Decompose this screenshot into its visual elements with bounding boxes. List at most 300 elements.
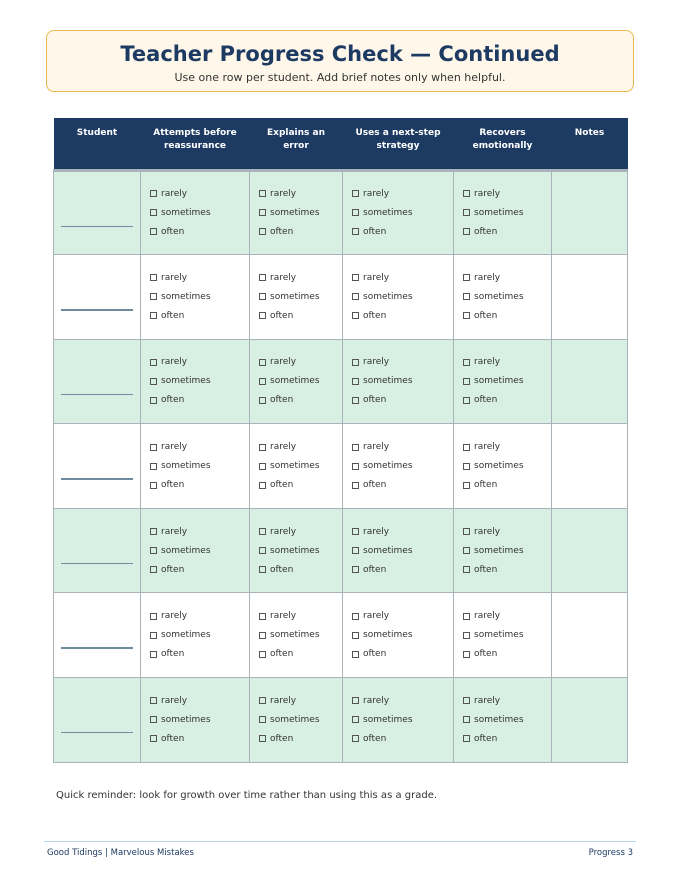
checkbox[interactable] [259,716,266,723]
strategy-cell [343,255,454,340]
checkbox[interactable] [259,228,266,235]
checkbox[interactable] [463,697,470,704]
option-label: sometimes [363,630,413,641]
table-row [54,339,628,424]
checkbox[interactable] [352,312,359,319]
option-often[interactable] [352,222,453,241]
option-often[interactable] [352,645,453,664]
option-label: rarely [474,272,501,283]
option-rarely[interactable] [352,607,453,626]
explains-cell [250,678,343,763]
option-list [454,184,551,241]
option-sometimes[interactable] [150,710,249,729]
option-rarely[interactable] [352,438,453,457]
checkbox[interactable] [352,528,359,535]
option-label: sometimes [474,207,524,218]
option-rarely[interactable] [150,438,249,457]
checkbox[interactable] [463,312,470,319]
student-cell[interactable] [54,339,141,424]
checkbox[interactable] [352,463,359,470]
checkbox[interactable] [463,566,470,573]
option-label: often [363,564,387,575]
strategy-cell [343,593,454,678]
recovers-cell [454,593,552,678]
option-rarely[interactable] [150,607,249,626]
checkbox[interactable] [463,547,470,554]
option-label: sometimes [270,376,320,387]
checkbox[interactable] [150,228,157,235]
student-name-line [61,647,133,649]
checkbox[interactable] [463,716,470,723]
checkbox[interactable] [352,378,359,385]
reminder-text: Quick reminder: look for growth over time rather than using this as a grade. [56,790,438,801]
explains-cell [250,339,343,424]
option-often[interactable] [150,645,249,664]
checkbox[interactable] [150,274,157,281]
checkbox[interactable] [352,547,359,554]
checkbox[interactable] [352,735,359,742]
option-label: sometimes [161,461,211,472]
table-row [54,508,628,593]
option-label: often [161,226,185,237]
option-rarely[interactable] [259,184,342,203]
checkbox[interactable] [463,378,470,385]
option-rarely[interactable] [352,184,453,203]
option-label: often [363,733,387,744]
notes-cell[interactable] [552,593,628,678]
option-label: often [363,480,387,491]
student-cell[interactable] [54,424,141,509]
checkbox[interactable] [150,378,157,385]
checkbox[interactable] [463,735,470,742]
checkbox[interactable] [352,651,359,658]
option-label: sometimes [363,714,413,725]
checkbox[interactable] [463,463,470,470]
checkbox[interactable] [463,228,470,235]
checkbox[interactable] [150,482,157,489]
table-row [54,170,628,255]
student-name-line [61,732,133,733]
checkbox[interactable] [463,444,470,451]
option-label: rarely [363,442,390,453]
checkbox[interactable] [150,632,157,639]
strategy-cell [343,339,454,424]
attempts-cell [141,508,250,593]
notes-cell[interactable] [552,424,628,509]
option-often[interactable] [259,222,342,241]
option-label: sometimes [270,545,320,556]
option-label: sometimes [363,291,413,302]
option-label: sometimes [161,207,211,218]
strategy-cell [343,424,454,509]
option-label: rarely [161,695,188,706]
checkbox[interactable] [463,651,470,658]
option-label: rarely [270,611,297,622]
checkbox[interactable] [463,274,470,281]
notes-cell[interactable] [552,339,628,424]
footer-divider [44,841,636,842]
option-sometimes[interactable] [352,626,453,645]
option-label: rarely [363,526,390,537]
checkbox[interactable] [352,632,359,639]
option-list [250,353,342,410]
option-label: often [363,226,387,237]
option-sometimes[interactable] [150,287,249,306]
checkbox[interactable] [259,632,266,639]
option-often[interactable] [150,306,249,325]
option-often[interactable] [259,391,342,410]
option-list [250,268,342,325]
student-cell[interactable] [54,593,141,678]
option-often[interactable] [150,391,249,410]
option-label: sometimes [474,545,524,556]
option-label: often [161,649,185,660]
option-label: sometimes [161,291,211,302]
option-often[interactable] [463,306,551,325]
recovers-cell [454,339,552,424]
option-rarely[interactable] [259,438,342,457]
option-often[interactable] [259,729,342,748]
column-header-recovers: Recovers emotionally [454,118,552,170]
checkbox[interactable] [352,697,359,704]
option-often[interactable] [259,476,342,495]
checkbox[interactable] [352,293,359,300]
option-sometimes[interactable] [150,541,249,560]
option-label: often [161,733,185,744]
option-rarely[interactable] [352,691,453,710]
option-sometimes[interactable] [463,710,551,729]
option-often[interactable] [463,560,551,579]
option-label: sometimes [363,545,413,556]
option-list [454,522,551,579]
option-label: rarely [363,611,390,622]
option-list [141,353,249,410]
option-rarely[interactable] [259,353,342,372]
option-often[interactable] [150,476,249,495]
checkbox[interactable] [150,651,157,658]
checkbox[interactable] [259,274,266,281]
option-list [343,268,453,325]
option-often[interactable] [463,476,551,495]
option-rarely[interactable] [259,522,342,541]
option-rarely[interactable] [463,522,551,541]
checkbox[interactable] [463,359,470,366]
option-rarely[interactable] [259,268,342,287]
option-sometimes[interactable] [150,626,249,645]
option-sometimes[interactable] [463,372,551,391]
recovers-cell [454,678,552,763]
option-label: often [363,310,387,321]
option-rarely[interactable] [259,691,342,710]
recovers-cell [454,255,552,340]
option-label: often [474,395,498,406]
checkbox[interactable] [259,697,266,704]
checkbox[interactable] [259,190,266,197]
option-often[interactable] [150,729,249,748]
checkbox[interactable] [259,359,266,366]
option-often[interactable] [352,560,453,579]
option-label: often [270,733,294,744]
checkbox[interactable] [259,312,266,319]
notes-cell[interactable] [552,255,628,340]
option-label: often [363,649,387,660]
checkbox[interactable] [150,735,157,742]
strategy-cell [343,678,454,763]
student-cell[interactable] [54,255,141,340]
checkbox[interactable] [150,397,157,404]
checkbox[interactable] [150,613,157,620]
explains-cell [250,170,343,255]
option-label: sometimes [161,630,211,641]
checkbox[interactable] [259,444,266,451]
explains-cell [250,593,343,678]
option-rarely[interactable] [352,353,453,372]
option-label: often [270,226,294,237]
notes-cell[interactable] [552,678,628,763]
checkbox[interactable] [259,378,266,385]
option-rarely[interactable] [463,438,551,457]
checkbox[interactable] [150,312,157,319]
student-cell[interactable] [54,170,141,255]
checkbox[interactable] [259,463,266,470]
option-often[interactable] [259,560,342,579]
checkbox[interactable] [352,397,359,404]
option-list [454,438,551,495]
option-label: often [161,564,185,575]
checkbox[interactable] [150,528,157,535]
option-rarely[interactable] [463,607,551,626]
checkbox[interactable] [259,735,266,742]
option-label: often [474,226,498,237]
checkbox[interactable] [259,613,266,620]
option-sometimes[interactable] [150,457,249,476]
option-label: sometimes [161,376,211,387]
checkbox[interactable] [259,547,266,554]
option-often[interactable] [352,391,453,410]
checkbox[interactable] [259,482,266,489]
checkbox[interactable] [150,547,157,554]
checkbox[interactable] [150,463,157,470]
checkbox[interactable] [352,566,359,573]
option-often[interactable] [463,645,551,664]
checkbox[interactable] [463,632,470,639]
checkbox[interactable] [259,528,266,535]
student-cell[interactable] [54,508,141,593]
option-label: rarely [474,357,501,368]
option-list [343,522,453,579]
option-label: often [270,395,294,406]
checkbox[interactable] [352,190,359,197]
checkbox[interactable] [463,190,470,197]
attempts-cell [141,424,250,509]
option-often[interactable] [259,306,342,325]
option-label: rarely [474,188,501,199]
checkbox[interactable] [463,613,470,620]
option-label: sometimes [363,461,413,472]
option-sometimes[interactable] [352,541,453,560]
option-label: often [474,480,498,491]
option-label: sometimes [270,461,320,472]
checkbox[interactable] [352,482,359,489]
option-sometimes[interactable] [259,541,342,560]
checkbox[interactable] [352,209,359,216]
option-label: often [270,649,294,660]
option-label: often [270,480,294,491]
checkbox[interactable] [463,397,470,404]
option-list [454,353,551,410]
option-rarely[interactable] [463,353,551,372]
table-body [54,170,628,762]
option-rarely[interactable] [150,268,249,287]
option-rarely[interactable] [150,522,249,541]
recovers-cell [454,424,552,509]
option-sometimes[interactable] [352,203,453,222]
option-label: rarely [270,357,297,368]
option-label: rarely [363,357,390,368]
checkbox[interactable] [259,566,266,573]
option-sometimes[interactable] [259,710,342,729]
option-label: rarely [474,611,501,622]
option-list [141,438,249,495]
option-rarely[interactable] [259,607,342,626]
option-label: sometimes [474,714,524,725]
student-cell[interactable] [54,678,141,763]
option-label: often [474,733,498,744]
option-rarely[interactable] [150,184,249,203]
checkbox[interactable] [463,528,470,535]
checkbox[interactable] [150,190,157,197]
checkbox[interactable] [259,209,266,216]
option-sometimes[interactable] [352,287,453,306]
option-sometimes[interactable] [463,203,551,222]
option-sometimes[interactable] [150,372,249,391]
option-often[interactable] [259,645,342,664]
option-rarely[interactable] [463,691,551,710]
notes-cell[interactable] [552,170,628,255]
student-name-line [61,226,133,227]
option-label: rarely [474,526,501,537]
checkbox[interactable] [150,293,157,300]
option-label: sometimes [270,291,320,302]
option-list [250,607,342,664]
option-list [343,607,453,664]
option-sometimes[interactable] [352,457,453,476]
option-often[interactable] [463,222,551,241]
checkbox[interactable] [352,716,359,723]
explains-cell [250,508,343,593]
option-often[interactable] [150,560,249,579]
option-rarely[interactable] [150,353,249,372]
checkbox[interactable] [352,274,359,281]
page-title: Teacher Progress Check — Continued [120,42,560,66]
option-rarely[interactable] [150,691,249,710]
option-list [454,268,551,325]
option-sometimes[interactable] [259,457,342,476]
option-often[interactable] [150,222,249,241]
option-list [343,438,453,495]
option-sometimes[interactable] [259,287,342,306]
checkbox[interactable] [259,397,266,404]
option-list [250,438,342,495]
option-sometimes[interactable] [463,541,551,560]
checkbox[interactable] [352,444,359,451]
option-sometimes[interactable] [463,626,551,645]
checkbox[interactable] [352,228,359,235]
option-sometimes[interactable] [463,457,551,476]
option-sometimes[interactable] [352,372,453,391]
progress-table [53,118,628,763]
checkbox[interactable] [150,444,157,451]
option-label: rarely [363,272,390,283]
option-often[interactable] [352,729,453,748]
option-label: rarely [161,526,188,537]
checkbox[interactable] [150,566,157,573]
recovers-cell [454,170,552,255]
table-header-row [54,118,628,170]
option-label: sometimes [161,714,211,725]
recovers-cell [454,508,552,593]
checkbox[interactable] [150,716,157,723]
option-label: sometimes [474,291,524,302]
page-subtitle: Use one row per student. Add brief notes only when helpful. [174,71,506,84]
checkbox[interactable] [352,613,359,620]
option-label: rarely [270,442,297,453]
option-label: rarely [161,357,188,368]
attempts-cell [141,678,250,763]
column-header-attempts: Attempts before reassurance [141,118,250,170]
option-list [454,691,551,748]
option-list [343,184,453,241]
student-name-line [61,309,133,311]
option-often[interactable] [352,476,453,495]
option-sometimes[interactable] [150,203,249,222]
option-sometimes[interactable] [259,372,342,391]
option-sometimes[interactable] [352,710,453,729]
option-sometimes[interactable] [259,626,342,645]
option-rarely[interactable] [463,268,551,287]
option-sometimes[interactable] [463,287,551,306]
checkbox[interactable] [352,359,359,366]
checkbox[interactable] [463,482,470,489]
checkbox[interactable] [259,293,266,300]
checkbox[interactable] [150,697,157,704]
option-label: rarely [270,272,297,283]
option-label: rarely [161,442,188,453]
checkbox[interactable] [463,209,470,216]
option-rarely[interactable] [463,184,551,203]
student-name-line [61,478,133,480]
option-label: often [474,649,498,660]
option-often[interactable] [463,729,551,748]
option-often[interactable] [352,306,453,325]
checkbox[interactable] [259,651,266,658]
attempts-cell [141,339,250,424]
option-label: rarely [161,272,188,283]
option-sometimes[interactable] [259,203,342,222]
option-rarely[interactable] [352,268,453,287]
option-list [250,691,342,748]
checkbox[interactable] [150,359,157,366]
option-rarely[interactable] [352,522,453,541]
option-label: rarely [161,188,188,199]
student-name-line [61,394,133,395]
checkbox[interactable] [150,209,157,216]
table-row [54,593,628,678]
notes-cell[interactable] [552,508,628,593]
option-list [343,353,453,410]
checkbox[interactable] [463,293,470,300]
option-often[interactable] [463,391,551,410]
